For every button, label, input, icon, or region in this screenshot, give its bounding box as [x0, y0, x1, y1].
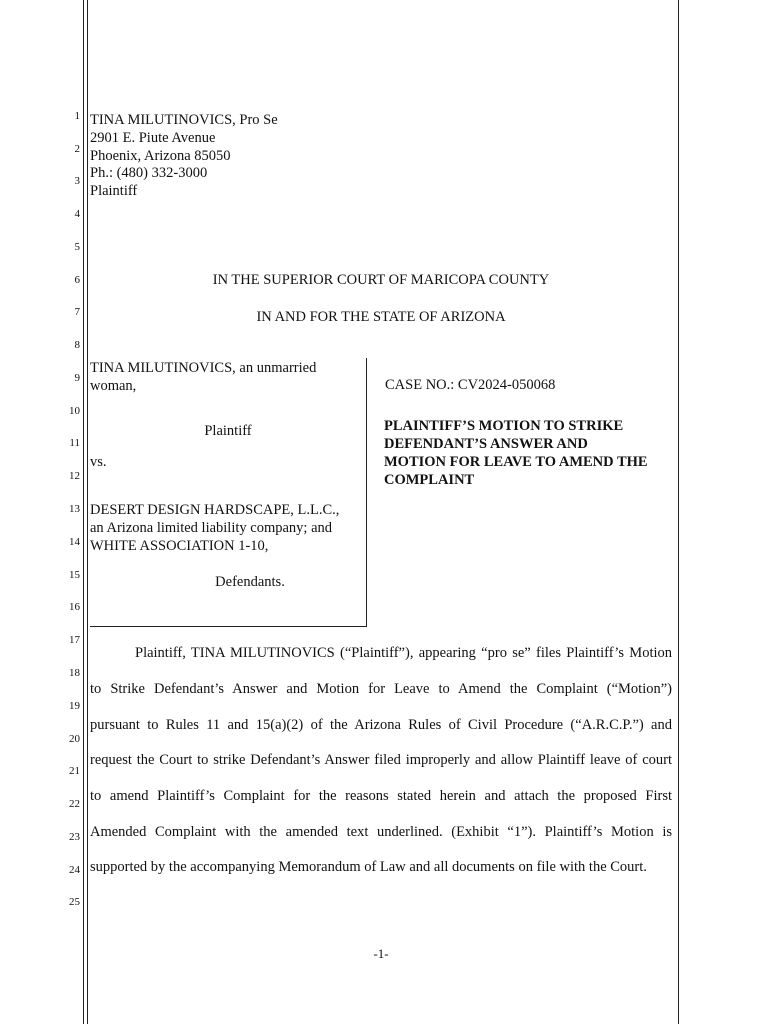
body-line: request the Court to strike Defendant’s Answer filed improperly and allow Plaintiff leave of court — [90, 752, 672, 768]
line-number: 19 — [69, 700, 80, 712]
filer-phone: Ph.: (480) 332-3000 — [90, 165, 208, 181]
line-number: 2 — [74, 143, 80, 155]
line-number: 11 — [69, 437, 80, 449]
line-number: 4 — [74, 208, 80, 220]
caption-plaintiff-label: Plaintiff — [204, 423, 252, 439]
line-number: 1 — [74, 110, 80, 122]
line-number: 20 — [69, 733, 80, 745]
line-number: 7 — [74, 306, 80, 318]
line-number: 5 — [74, 241, 80, 253]
caption-defendant-line2: an Arizona limited liability company; and — [90, 520, 333, 536]
court-jurisdiction: IN AND FOR THE STATE OF ARIZONA — [256, 309, 506, 325]
left-margin-line-inner — [87, 0, 88, 1024]
caption-plaintiff-line1: TINA MILUTINOVICS, an unmarried — [90, 360, 317, 376]
filer-role: Plaintiff — [90, 183, 138, 199]
line-number: 16 — [69, 601, 80, 613]
body-line: to amend Plaintiff’s Complaint for the reasons stated herein and attach the proposed First — [90, 788, 672, 804]
filer-name: TINA MILUTINOVICS, Pro Se — [90, 112, 278, 128]
caption-defendant-line1: DESERT DESIGN HARDSCAPE, L.L.C., — [90, 502, 340, 518]
page-number: -1- — [373, 946, 389, 961]
motion-title-line4: COMPLAINT — [384, 472, 475, 488]
line-number: 6 — [74, 274, 80, 286]
line-number: 8 — [74, 339, 80, 351]
line-number: 24 — [69, 864, 80, 876]
case-number: CASE NO.: CV2024-050068 — [385, 377, 556, 393]
caption-vs: vs. — [90, 454, 107, 470]
line-number: 25 — [69, 896, 80, 908]
body-line: Amended Complaint with the amended text underlined. (Exhibit “1”). Plaintiff’s Motion is — [90, 824, 672, 840]
line-number: 21 — [69, 765, 80, 777]
line-number: 9 — [74, 372, 80, 384]
line-number: 15 — [69, 569, 80, 581]
motion-title-line1: PLAINTIFF’S MOTION TO STRIKE — [384, 418, 624, 434]
court-name: IN THE SUPERIOR COURT OF MARICOPA COUNTY — [212, 272, 550, 288]
line-number: 18 — [69, 667, 80, 679]
line-number: 14 — [69, 536, 80, 548]
line-number: 12 — [69, 470, 80, 482]
motion-title-line3: MOTION FOR LEAVE TO AMEND THE — [384, 454, 648, 470]
line-number: 17 — [69, 634, 80, 646]
body-line: pursuant to Rules 11 and 15(a)(2) of the Arizona Rules of Civil Procedure (“A.R.C.P.”) and — [90, 717, 672, 733]
body-line: supported by the accompanying Memorandum of Law and all documents on file with the Court. — [90, 859, 647, 875]
body-line: Plaintiff, TINA MILUTINOVICS (“Plaintiff”), appearing “pro se” files Plaintiff’s Motion — [135, 645, 672, 661]
line-number: 10 — [69, 405, 80, 417]
line-number: 3 — [74, 175, 80, 187]
line-number: 23 — [69, 831, 80, 843]
left-margin-line-outer — [83, 0, 84, 1024]
caption-defendants-label: Defendants. — [215, 574, 285, 590]
caption-defendant-line3: WHITE ASSOCIATION 1-10, — [90, 538, 269, 554]
body-line: to Strike Defendant’s Answer and Motion for Leave to Amend the Complaint (“Motion”) — [90, 681, 672, 697]
right-margin-line — [678, 0, 679, 1024]
filer-city: Phoenix, Arizona 85050 — [90, 148, 231, 164]
filer-street: 2901 E. Piute Avenue — [90, 130, 216, 146]
line-number: 13 — [69, 503, 80, 515]
motion-title-line2: DEFENDANT’S ANSWER AND — [384, 436, 588, 452]
caption-plaintiff-line2: woman, — [90, 378, 137, 394]
line-number: 22 — [69, 798, 80, 810]
